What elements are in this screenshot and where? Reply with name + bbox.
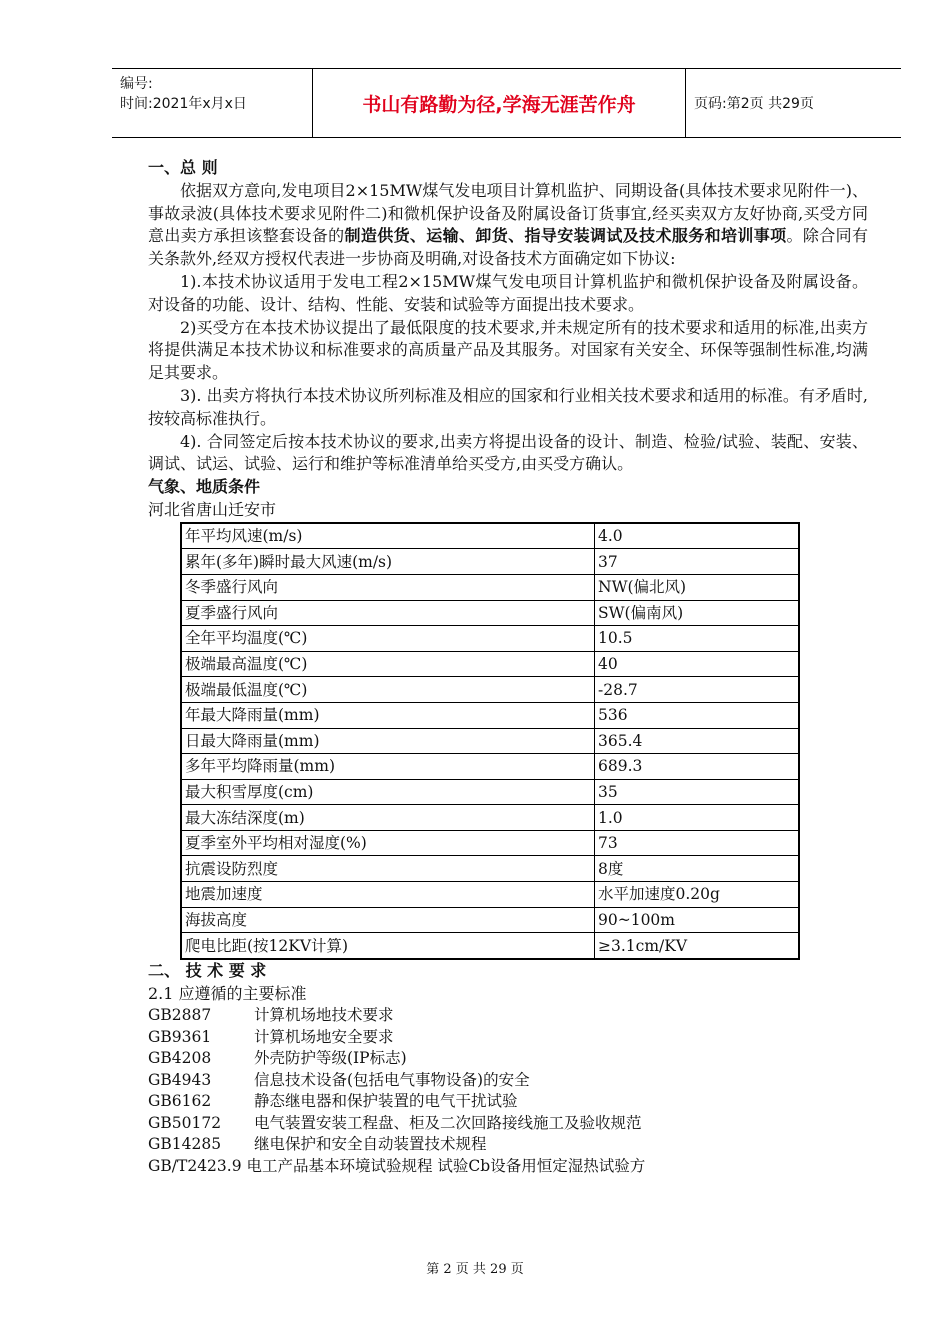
standard-code: GB4943 (148, 1070, 212, 1089)
climate-key: 日最大降雨量(mm) (181, 728, 595, 754)
climate-value: 40 (595, 651, 800, 677)
standard-code: GB2887 (148, 1006, 212, 1025)
climate-key: 多年平均降雨量(mm) (181, 754, 595, 780)
climate-key: 年最大降雨量(mm) (181, 702, 595, 728)
climate-value: NW(偏北风) (595, 574, 800, 600)
climate-row (181, 933, 799, 959)
header-motto: 书山有路勤为径,学海无涯苦作舟 (312, 69, 686, 137)
page-footer: 第 2 页 共 29 页 (426, 1262, 524, 1277)
climate-row (181, 830, 799, 856)
standard-name: 继电保护和安全自动装置技术规程 (254, 1135, 487, 1154)
standard-name: 计算机场地技术要求 (254, 1006, 394, 1025)
climate-value: 37 (595, 549, 800, 575)
climate-row (181, 856, 799, 882)
climate-value: SW(偏南风) (595, 600, 800, 626)
climate-key: 极端最高温度(℃) (181, 651, 595, 677)
climate-value: 1.0 (595, 805, 800, 831)
climate-value: 536 (595, 702, 800, 728)
standard-name: 计算机场地安全要求 (254, 1027, 394, 1046)
climate-value: ≥3.1cm/KV (595, 933, 800, 959)
standard-row (148, 1091, 642, 1113)
standard-code: GB4208 (148, 1049, 212, 1068)
climate-row (181, 728, 799, 754)
climate-value: 90~100m (595, 907, 800, 933)
climate-value: 10.5 (595, 626, 800, 652)
standard-name: 静态继电器和保护装置的电气干扰试验 (254, 1092, 518, 1111)
standard-code: GB50172 (148, 1113, 222, 1132)
climate-value: 73 (595, 830, 800, 856)
climate-key: 夏季盛行风向 (181, 600, 595, 626)
climate-key: 爬电比距(按12KV计算) (181, 933, 595, 959)
climate-value: 水平加速度0.20g (595, 882, 800, 908)
climate-key: 最大积雪厚度(cm) (181, 779, 595, 805)
standard-row (148, 1070, 642, 1092)
standards-list (148, 1005, 642, 1156)
climate-row (181, 882, 799, 908)
climate-row (181, 626, 799, 652)
climate-title: 气象、地质条件 (148, 477, 261, 497)
document-body (148, 157, 868, 1177)
climate-key: 夏季室外平均相对湿度(%) (181, 830, 595, 856)
climate-key: 最大冻结深度(m) (181, 805, 595, 831)
climate-key: 地震加速度 (181, 882, 595, 908)
standard-code: GB14285 (148, 1135, 222, 1154)
last-standard: GB/T2423.9 电工产品基本环境试验规程 试验Cb设备用恒定湿热试验方 (148, 1156, 646, 1175)
standard-row (148, 1027, 642, 1049)
climate-table (180, 522, 800, 960)
climate-value: 35 (595, 779, 800, 805)
climate-key: 抗震设防烈度 (181, 856, 595, 882)
standard-row (148, 1134, 642, 1156)
climate-value: 8度 (595, 856, 800, 882)
climate-value: 4.0 (595, 523, 800, 549)
standard-row (148, 1048, 642, 1070)
clause-4: 4). 合同签定后按本技术协议的要求,出卖方将提出设备的设计、制造、检验/试验、装配、安装、调试、试运、试验、运行和维护等标准清单给买受方,由买受方确认。 (148, 431, 868, 474)
standard-code: GB9361 (148, 1027, 212, 1046)
climate-location: 河北省唐山迁安市 (148, 499, 277, 519)
climate-value: -28.7 (595, 677, 800, 703)
standard-code: GB6162 (148, 1092, 212, 1111)
climate-row (181, 574, 799, 600)
time-label: 时间:2021年x月x日 (120, 96, 247, 112)
climate-key: 冬季盛行风向 (181, 574, 595, 600)
climate-key: 年平均风速(m/s) (181, 523, 595, 549)
header-page-info: 页码:第2页 共29页 (694, 96, 814, 112)
number-label: 编号: (120, 76, 153, 92)
page-header (112, 68, 901, 138)
climate-row (181, 754, 799, 780)
standard-name: 电气装置安装工程盘、柜及二次回路接线施工及验收规范 (254, 1113, 642, 1132)
climate-row (181, 779, 799, 805)
standard-name: 外壳防护等级(IP标志) (254, 1049, 407, 1068)
header-meta (112, 69, 312, 137)
climate-row (181, 523, 799, 549)
intro-paragraph: 依据双方意向,发电项目2×15MW煤气发电项目计算机监护、同期设备(具体技术要求见附件一)、事故录波(具体技术要求见附件二)和微机保护设备及附属设备订货事宜,经买卖双方友好协商,买受方同意出卖方承担该整套设备的制造供货、运输、卸货、指导安装调试及技术服务和培训事项。除合同有关条款外,经双方授权代表进一步协商及明确,对设备技术方面确定如下协议: (148, 180, 868, 269)
standard-row (148, 1113, 642, 1135)
standard-row (148, 1005, 642, 1027)
standard-name: 信息技术设备(包括电气事物设备)的安全 (254, 1070, 530, 1089)
clause-3: 3). 出卖方将执行本技术协议所列标准及相应的国家和行业相关技术要求和适用的标准。有矛盾时,按较高标准执行。 (148, 385, 868, 428)
climate-row (181, 600, 799, 626)
climate-row (181, 805, 799, 831)
clause-1: 1).本技术协议适用于发电工程2×15MW煤气发电项目计算机监护和微机保护设备及附属设备。对设备的功能、设计、结构、性能、安装和试验等方面提出技术要求。 (148, 271, 868, 314)
climate-key: 极端最低温度(℃) (181, 677, 595, 703)
climate-row (181, 907, 799, 933)
section2-title: 二、 技 术 要 求 (148, 960, 267, 980)
clause-2: 2)买受方在本技术协议提出了最低限度的技术要求,并未规定所有的技术要求和适用的标准,出卖方将提供满足本技术协议和标准要求的高质量产品及其服务。对国家有关安全、环保等强制性标准,均满足其要求。 (148, 317, 868, 383)
climate-row (181, 549, 799, 575)
climate-row (181, 651, 799, 677)
climate-value: 689.3 (595, 754, 800, 780)
climate-value: 365.4 (595, 728, 800, 754)
climate-key: 全年平均温度(℃) (181, 626, 595, 652)
section1-title: 一、总 则 (148, 158, 218, 177)
climate-row (181, 677, 799, 703)
climate-key: 海拔高度 (181, 907, 595, 933)
standards-subtitle: 2.1 应遵循的主要标准 (148, 983, 307, 1003)
climate-row (181, 702, 799, 728)
climate-key: 累年(多年)瞬时最大风速(m/s) (181, 549, 595, 575)
